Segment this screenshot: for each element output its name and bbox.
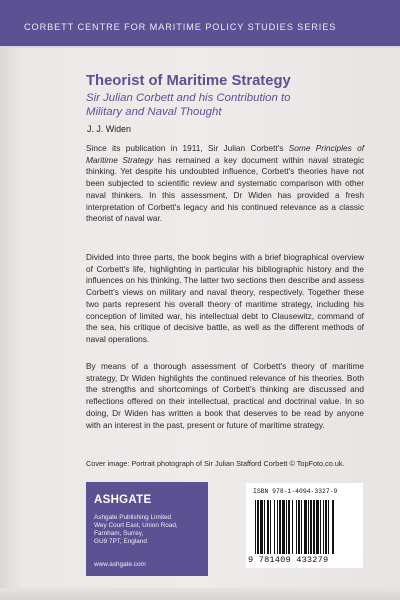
barcode-icon (255, 500, 355, 554)
publisher-website: www.ashgate.com (94, 561, 146, 568)
publisher-logo: ASHGATE (94, 494, 152, 506)
publisher-address-line: Farnham, Surrey, (94, 530, 144, 537)
publisher-address-line: GU9 7PT, England (94, 538, 147, 545)
publisher-address-line: Wey Court East, Union Road, (94, 522, 178, 529)
blurb-text: Since its publication in 1911, Sir Julian Corbett's (86, 143, 289, 153)
publisher-box (86, 482, 208, 576)
blurb-paragraph-2: Divided into three parts, the book begins with a brief biographical overview of Corbett's life, highlighting in particular his bibliographic history and the influences on his thinking. The latter two sections then describe and assess Corbett's views on military and naval theory, respectively. Together these two parts represent his overall theory of maritime strategy, including his conception of limited war, his intellectual debt to Clausewitz, command of the sea, his critique of decisive battle, as well as the different methods of naval operations. (86, 252, 364, 344)
series-title: CORBETT CENTRE FOR MARITIME POLICY STUDIES SERIES (24, 22, 337, 32)
barcode-box (246, 483, 363, 568)
series-band (0, 0, 400, 48)
book-title: Theorist of Maritime Strategy (86, 73, 291, 89)
publisher-name: Ashgate Publishing Limited (94, 514, 172, 521)
book-subtitle: Sir Julian Corbett and his Contribution to Military and Naval Thought (86, 92, 291, 118)
book-author: J. J. Widen (87, 124, 131, 134)
book-bottom-edge (0, 588, 400, 600)
blurb-paragraph-1 (86, 143, 364, 225)
blurb-text: has remained a key document within naval strategic thinking. Yet despite his undoubted influence, Corbett's theories have not been subjected to scientific review and systematic comparison with other naval thinkers. In this assessment, Dr Widen has provided a fresh interpretation of Corbett's legacy and his continued relevance as a classic theorist of naval war. (86, 154, 364, 224)
blurb-italic-title: Some Principles of Maritime Strategy (86, 143, 364, 165)
isbn-label: ISBN 978-1-4094-3327-9 (253, 488, 338, 495)
cover-image-credit: Cover image: Portrait photograph of Sir Julian Stafford Corbett © TopFoto.co.uk. (86, 459, 345, 468)
ean-digits: 9 781409 433279 (248, 555, 329, 565)
blurb-paragraph-3: By means of a thorough assessment of Corbett's theory of maritime strategy, Dr Widen highlights the continued relevance of his theories. Both the strengths and shortcomings of Corbett's thinking are discussed and reflections offered on their intellectual, practical and doctrinal value. In so doing, Dr Widen has written a book that deserves to be read by anyone with an interest in the past, present or future of maritime strategy. (86, 361, 364, 430)
